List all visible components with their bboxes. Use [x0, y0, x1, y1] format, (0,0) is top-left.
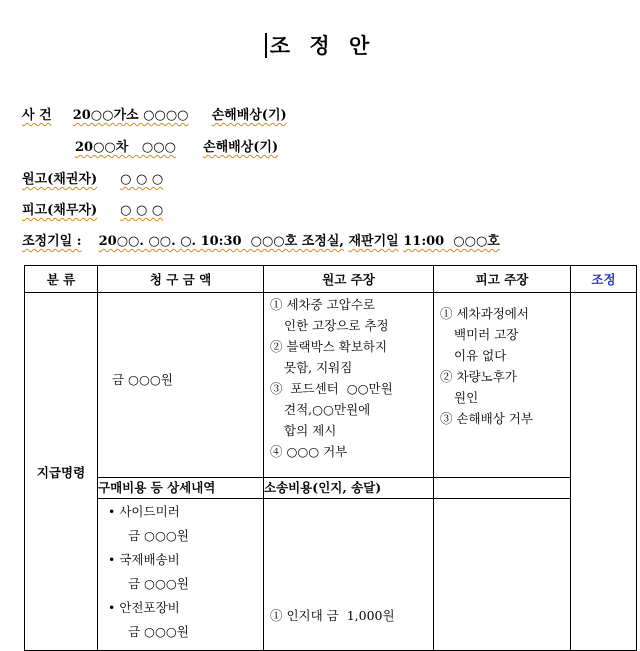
- schedule-label: 조정기일 :: [22, 234, 82, 249]
- detail-item-2: • 국제배송비: [108, 552, 180, 567]
- details-cell: [98, 499, 264, 651]
- costs-defendant-cell: [434, 499, 571, 651]
- plaintiff-claim-2b: 못함, 지워짐: [284, 360, 353, 375]
- table-header-row: [25, 266, 637, 293]
- plaintiff-label: 원고(채권자): [22, 172, 98, 187]
- defendant-line: [22, 199, 163, 218]
- header-defendant-claim: 피고 주장: [434, 266, 571, 293]
- defendant-claim-2b: 원인: [454, 390, 479, 405]
- sub-header-costs: 소송비용(인지, 송달): [264, 478, 434, 499]
- schedule-value: 20○○. ○○. ○. 10:30 ○○○호 조정실,: [98, 234, 344, 249]
- page-title: 조 정 안: [0, 30, 640, 60]
- plaintiff-claim-3c: 합의 제시: [284, 423, 337, 438]
- case-number-2: 20○○차 ○○○: [75, 140, 176, 155]
- case-number-1: 20○○가소 ○○○○: [72, 108, 189, 123]
- detail-item-3: • 안전포장비: [108, 600, 180, 615]
- defendant-claim-1: ① 세차과정에서: [440, 306, 529, 321]
- schedule-line: [22, 230, 500, 249]
- case-label: 사 건: [22, 108, 52, 123]
- defendant-name: ○ ○ ○: [120, 203, 164, 218]
- defendant-claim-1c: 이유 없다: [454, 348, 507, 363]
- defendant-claim-2: ② 차량노후가: [440, 369, 517, 384]
- plaintiff-claim-3b: 견적,○○만원에: [284, 402, 371, 417]
- header-claim-amount: 청 구 금 액: [98, 266, 264, 293]
- header-plaintiff-claim: 원고 주장: [264, 266, 434, 293]
- plaintiff-claim-1b: 인한 고장으로 추정: [284, 318, 389, 333]
- sub-header-empty: [434, 478, 571, 499]
- plaintiff-claim-1: ① 세차중 고압수로: [270, 297, 375, 312]
- row-label: 지급명령: [25, 293, 98, 651]
- detail-amount-1: 금 ○○○원: [128, 528, 189, 543]
- plaintiff-claim-3: ③ 포드센터 ○○만원: [270, 381, 393, 396]
- cost-item-1: ① 인지대 금 1,000원: [270, 608, 395, 623]
- mediation-table: [24, 265, 637, 651]
- header-mediation: 조정: [571, 266, 637, 293]
- plaintiff-line: [22, 168, 163, 187]
- costs-cell: [264, 499, 434, 651]
- detail-amount-3: 금 ○○○원: [128, 624, 189, 639]
- sub-header-details: 구매비용 등 상세내역: [98, 478, 264, 499]
- trial-value: 11:00 ○○○호: [403, 234, 500, 249]
- case-line-2: [75, 136, 278, 155]
- claim-amount-cell: [98, 293, 264, 478]
- sub-header-row: [25, 478, 637, 499]
- case-name-1: 손해배상(기): [211, 108, 287, 123]
- mediation-cell: [571, 293, 637, 651]
- defendant-claims-cell: [434, 293, 571, 478]
- defendant-claim-3: ③ 손해배상 거부: [440, 411, 533, 426]
- table-row: [25, 293, 637, 478]
- detail-amount-2: 금 ○○○원: [128, 576, 189, 591]
- case-line-1: [22, 104, 287, 123]
- defendant-claim-1b: 백미러 고장: [454, 327, 519, 342]
- case-name-2: 손해배상(기): [203, 140, 279, 155]
- table-row: [25, 499, 637, 651]
- trial-label: 재판기일: [348, 234, 399, 249]
- plaintiff-claims-cell: [264, 293, 434, 478]
- claim-amount: 금 ○○○원: [112, 372, 173, 387]
- defendant-label: 피고(채무자): [22, 203, 98, 218]
- detail-item-1: • 사이드미러: [108, 504, 180, 519]
- plaintiff-name: ○ ○ ○: [120, 172, 164, 187]
- header-category: 분 류: [25, 266, 98, 293]
- plaintiff-claim-2: ② 블랙박스 확보하지: [270, 339, 388, 354]
- plaintiff-claim-4: ④ ○○○ 거부: [270, 444, 348, 459]
